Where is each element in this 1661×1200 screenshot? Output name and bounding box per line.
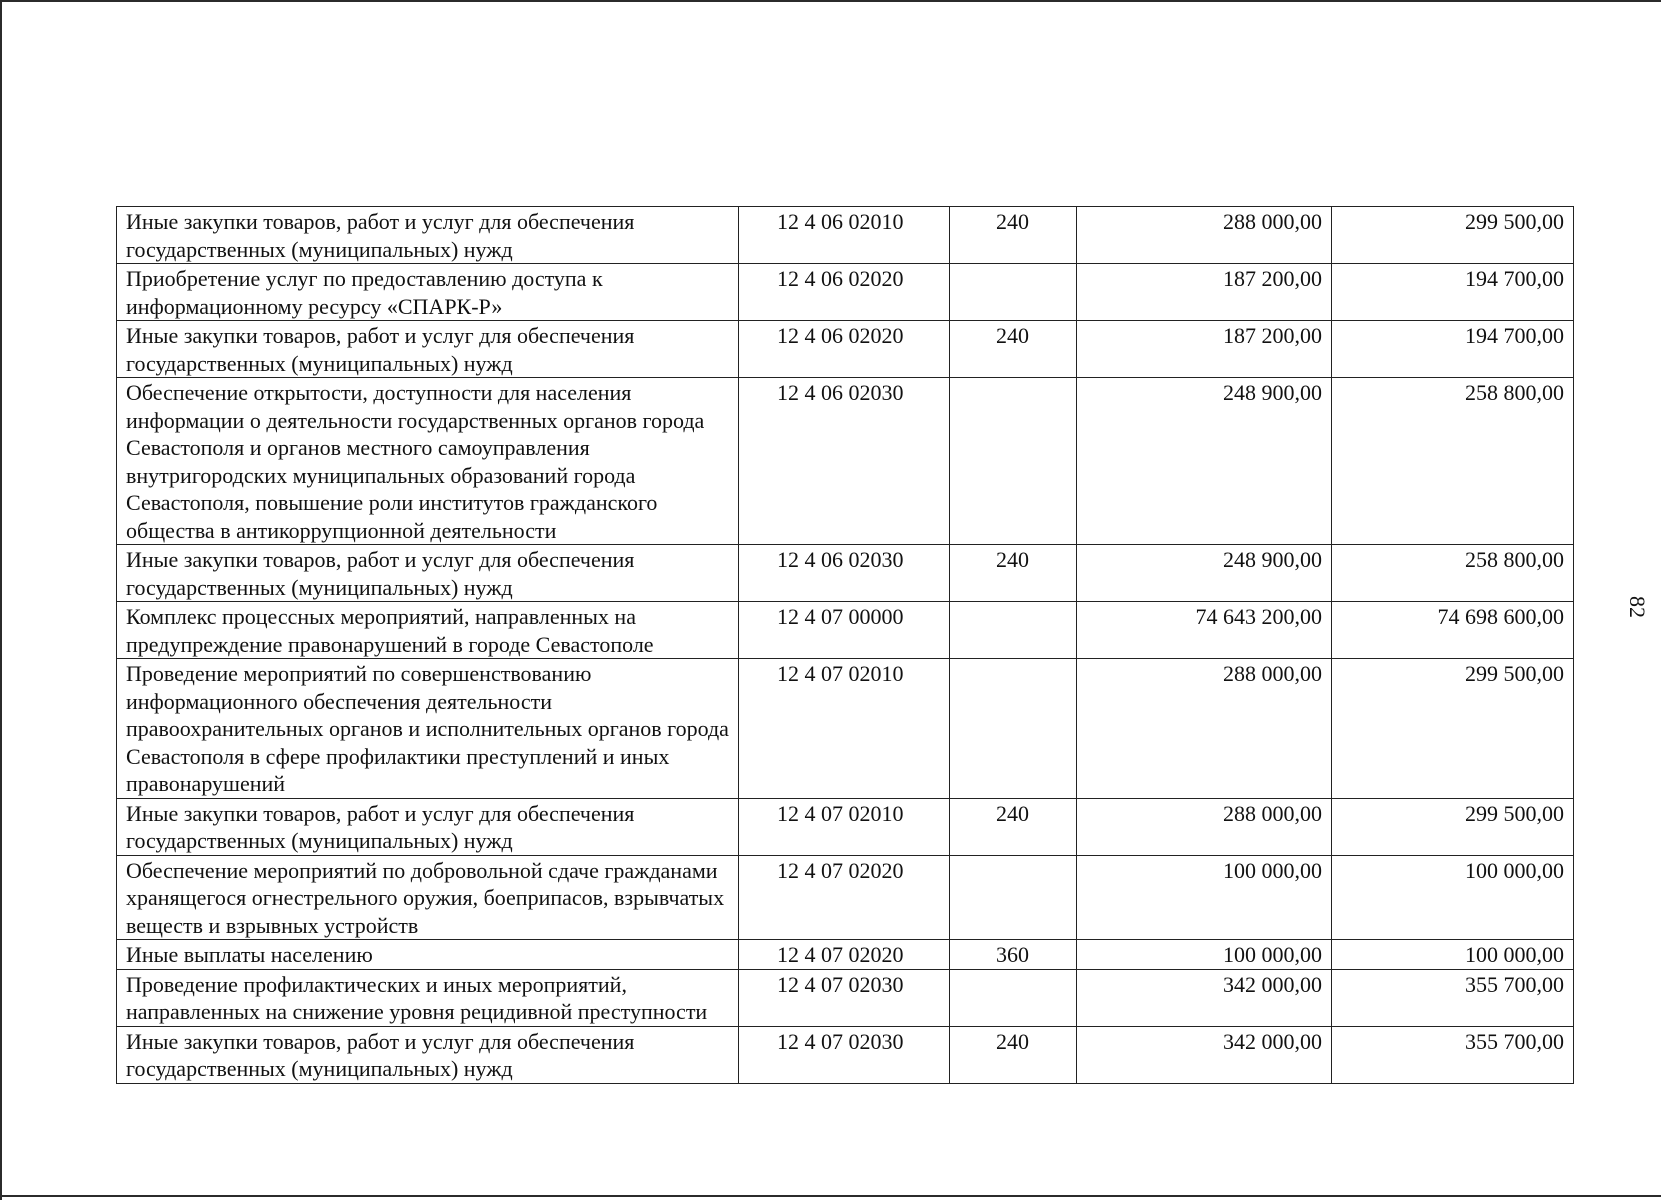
row-sum-year1-cell: 74 643 200,00 bbox=[1077, 602, 1332, 659]
row-type-cell: 240 bbox=[950, 321, 1077, 378]
row-name-cell: Иные выплаты населению bbox=[117, 940, 739, 970]
row-sum-year2-cell: 74 698 600,00 bbox=[1332, 602, 1574, 659]
row-code-cell: 12 4 07 02010 bbox=[739, 798, 950, 855]
table-row bbox=[117, 545, 1574, 602]
row-name-cell: Иные закупки товаров, работ и услуг для обеспечения государственных (муниципальных) нужд bbox=[117, 798, 739, 855]
row-sum-year1-cell: 248 900,00 bbox=[1077, 545, 1332, 602]
row-sum-year2-cell: 194 700,00 bbox=[1332, 264, 1574, 321]
row-sum-year1-cell: 342 000,00 bbox=[1077, 1026, 1332, 1083]
page-number: 82 bbox=[1625, 596, 1650, 618]
row-sum-year2-cell: 258 800,00 bbox=[1332, 378, 1574, 545]
row-name-cell: Приобретение услуг по предоставлению доступа к информационному ресурсу «СПАРК-Р» bbox=[117, 264, 739, 321]
table-row bbox=[117, 321, 1574, 378]
row-code-cell: 12 4 07 02030 bbox=[739, 1026, 950, 1083]
row-code-cell: 12 4 06 02010 bbox=[739, 207, 950, 264]
row-name-cell: Иные закупки товаров, работ и услуг для обеспечения государственных (муниципальных) нужд bbox=[117, 207, 739, 264]
row-name-cell: Проведение профилактических и иных мероприятий, направленных на снижение уровня рецидивной преступности bbox=[117, 969, 739, 1026]
row-sum-year2-cell: 258 800,00 bbox=[1332, 545, 1574, 602]
row-sum-year2-cell: 194 700,00 bbox=[1332, 321, 1574, 378]
row-code-cell: 12 4 06 02030 bbox=[739, 545, 950, 602]
row-sum-year1-cell: 187 200,00 bbox=[1077, 321, 1332, 378]
table-row bbox=[117, 855, 1574, 940]
row-name-cell: Иные закупки товаров, работ и услуг для обеспечения государственных (муниципальных) нужд bbox=[117, 1026, 739, 1083]
row-sum-year2-cell: 355 700,00 bbox=[1332, 1026, 1574, 1083]
table-row bbox=[117, 798, 1574, 855]
table-row bbox=[117, 969, 1574, 1026]
row-sum-year1-cell: 342 000,00 bbox=[1077, 969, 1332, 1026]
row-sum-year2-cell: 299 500,00 bbox=[1332, 798, 1574, 855]
row-type-cell bbox=[950, 659, 1077, 799]
row-code-cell: 12 4 07 00000 bbox=[739, 602, 950, 659]
row-sum-year1-cell: 288 000,00 bbox=[1077, 207, 1332, 264]
table-row bbox=[117, 207, 1574, 264]
table-row bbox=[117, 602, 1574, 659]
row-type-cell bbox=[950, 969, 1077, 1026]
row-sum-year1-cell: 248 900,00 bbox=[1077, 378, 1332, 545]
row-code-cell: 12 4 07 02030 bbox=[739, 969, 950, 1026]
row-name-cell: Проведение мероприятий по совершенствованию информационного обеспечения деятельности правоохранительных органов и исполнительных органов города Севастополя в сфере профилактики преступлений и иных правонарушений bbox=[117, 659, 739, 799]
row-code-cell: 12 4 07 02020 bbox=[739, 855, 950, 940]
row-name-cell: Иные закупки товаров, работ и услуг для обеспечения государственных (муниципальных) нужд bbox=[117, 321, 739, 378]
row-code-cell: 12 4 07 02020 bbox=[739, 940, 950, 970]
row-type-cell: 240 bbox=[950, 798, 1077, 855]
row-sum-year2-cell: 299 500,00 bbox=[1332, 659, 1574, 799]
row-sum-year1-cell: 100 000,00 bbox=[1077, 940, 1332, 970]
row-sum-year2-cell: 100 000,00 bbox=[1332, 940, 1574, 970]
row-sum-year1-cell: 288 000,00 bbox=[1077, 659, 1332, 799]
row-type-cell: 240 bbox=[950, 1026, 1077, 1083]
row-type-cell: 240 bbox=[950, 545, 1077, 602]
row-name-cell: Комплекс процессных мероприятий, направленных на предупреждение правонарушений в городе Севастополе bbox=[117, 602, 739, 659]
table-row bbox=[117, 264, 1574, 321]
row-sum-year1-cell: 288 000,00 bbox=[1077, 798, 1332, 855]
row-type-cell bbox=[950, 855, 1077, 940]
scan-edge-top bbox=[0, 0, 1661, 2]
row-code-cell: 12 4 06 02030 bbox=[739, 378, 950, 545]
table-row bbox=[117, 659, 1574, 799]
row-code-cell: 12 4 07 02010 bbox=[739, 659, 950, 799]
table-body bbox=[117, 207, 1574, 1084]
row-name-cell: Иные закупки товаров, работ и услуг для обеспечения государственных (муниципальных) нужд bbox=[117, 545, 739, 602]
row-name-cell: Обеспечение мероприятий по добровольной сдаче гражданами хранящегося огнестрельного оружия, боеприпасов, взрывчатых веществ и взрывных устройств bbox=[117, 855, 739, 940]
row-sum-year2-cell: 100 000,00 bbox=[1332, 855, 1574, 940]
row-sum-year1-cell: 100 000,00 bbox=[1077, 855, 1332, 940]
row-type-cell: 360 bbox=[950, 940, 1077, 970]
table-row bbox=[117, 1026, 1574, 1083]
scan-edge-left bbox=[0, 0, 2, 1200]
scan-edge-bottom bbox=[0, 1195, 1661, 1197]
budget-table bbox=[116, 206, 1574, 1084]
row-code-cell: 12 4 06 02020 bbox=[739, 264, 950, 321]
row-type-cell: 240 bbox=[950, 207, 1077, 264]
row-code-cell: 12 4 06 02020 bbox=[739, 321, 950, 378]
table-row bbox=[117, 378, 1574, 545]
table-row bbox=[117, 940, 1574, 970]
row-type-cell bbox=[950, 602, 1077, 659]
row-sum-year2-cell: 355 700,00 bbox=[1332, 969, 1574, 1026]
row-type-cell bbox=[950, 264, 1077, 321]
row-sum-year2-cell: 299 500,00 bbox=[1332, 207, 1574, 264]
row-name-cell: Обеспечение открытости, доступности для населения информации о деятельности государственных органов города Севастополя и органов местного самоуправления внутригородских муниципальных образований города Севастополя, повышение роли институтов гражданского общества в антикоррупционной деятельности bbox=[117, 378, 739, 545]
row-sum-year1-cell: 187 200,00 bbox=[1077, 264, 1332, 321]
row-type-cell bbox=[950, 378, 1077, 545]
